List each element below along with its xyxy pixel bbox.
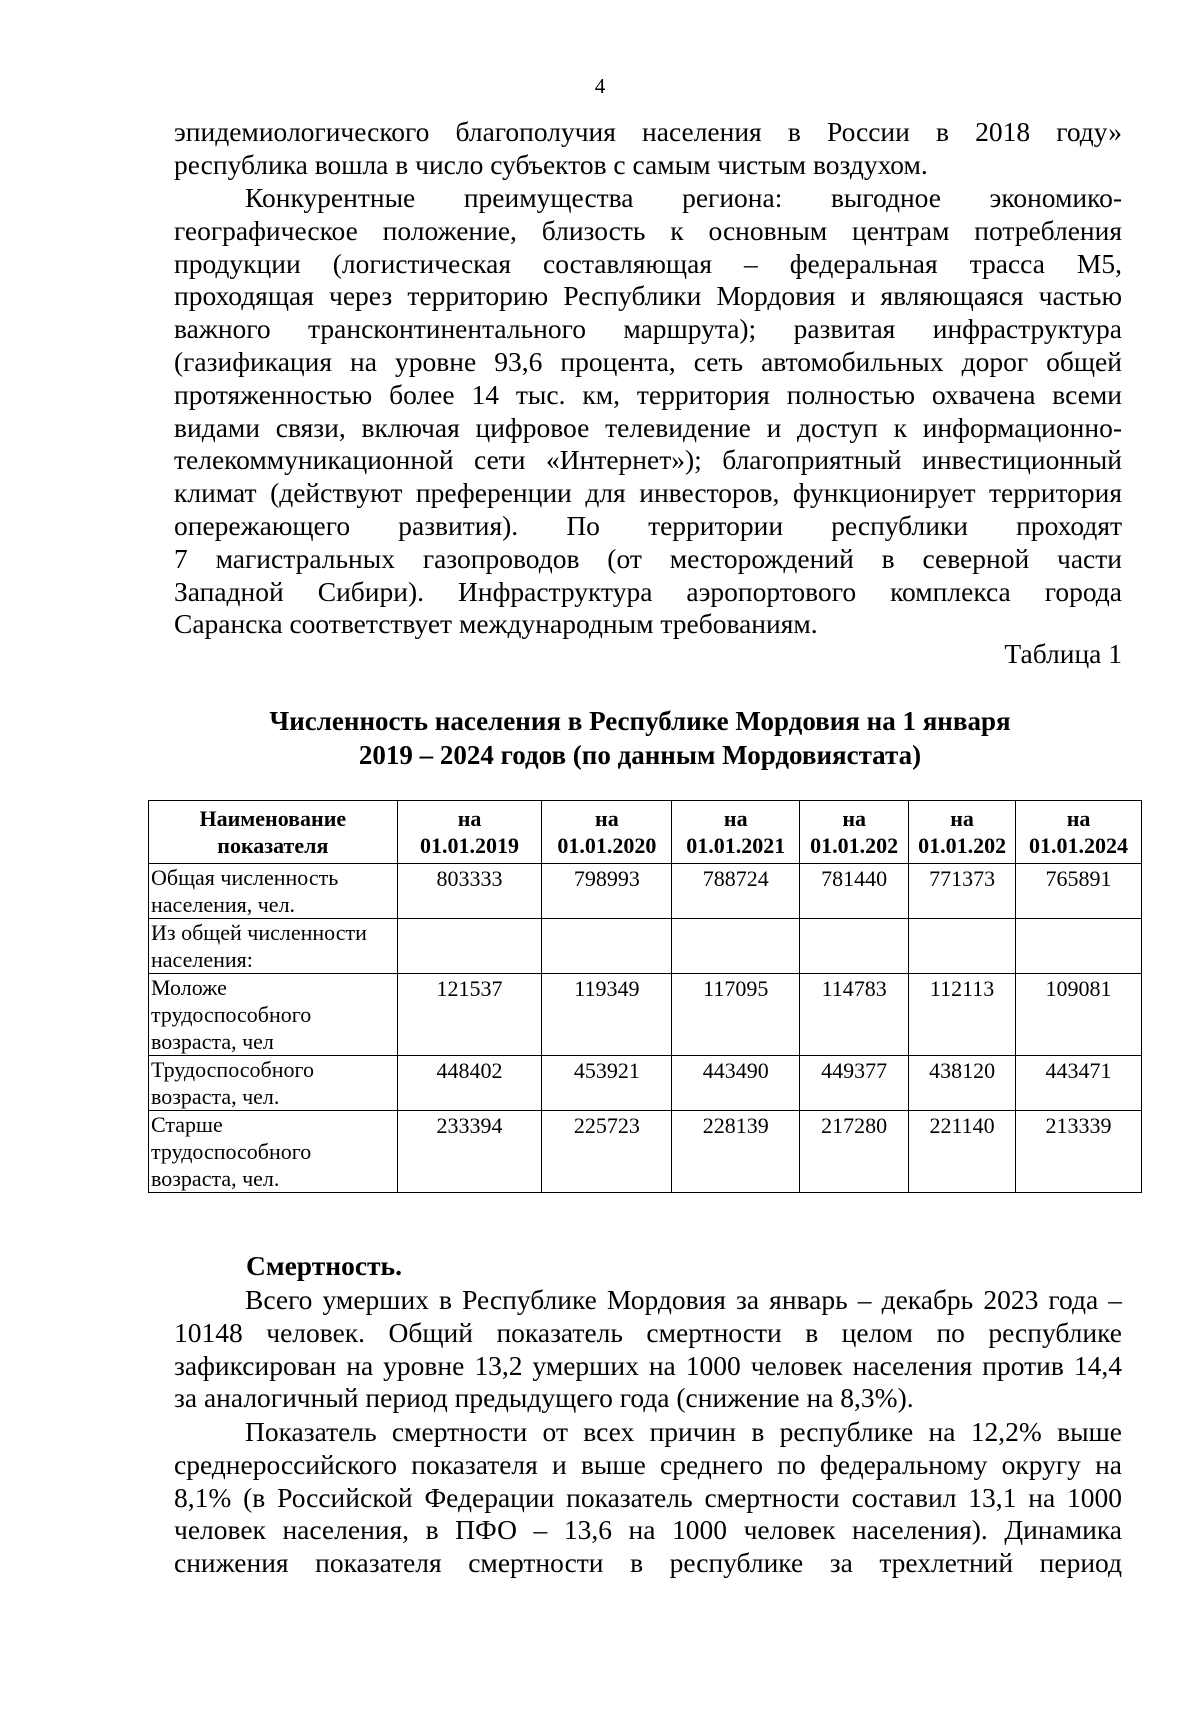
row-name-line: Старше: [151, 1112, 223, 1137]
cell-value: 114783: [800, 974, 909, 1056]
cell-value: 771373: [909, 864, 1016, 919]
table-header-row: [149, 801, 1142, 864]
cell-value: 119349: [542, 974, 672, 1056]
row-name-line: возраста, чел.: [151, 1166, 280, 1191]
header-line: на: [723, 806, 748, 831]
header-line: 01.01.2020: [557, 833, 657, 858]
row-name: [149, 974, 398, 1056]
cell-value: [542, 919, 672, 974]
header-date-2021: [672, 801, 800, 864]
text-line: опережающего развития). По территории республики проходят: [174, 509, 1122, 541]
text-line: за аналогичный период предыдущего года (снижение на 8,3%).: [174, 1382, 914, 1414]
row-name-line: трудоспособного: [151, 1139, 312, 1164]
cell-value: 228139: [672, 1111, 800, 1193]
text-line: продукции (логистическая составляющая – федеральная трасса М5,: [174, 247, 1122, 279]
text-line: протяженностью более 14 тыс. км, территория полностью охвачена всеми: [174, 378, 1122, 410]
text-line: Показатель смертности от всех причин в республике на 12,2% выше: [245, 1416, 1122, 1447]
paragraph-mortality-comparison: [174, 1416, 1122, 1580]
cell-value: 221140: [909, 1111, 1016, 1193]
table-row-total-population: [149, 864, 1142, 919]
cell-value: 121537: [397, 974, 542, 1056]
row-name-line: возраста, чел.: [151, 1084, 280, 1109]
table-row-over-working-age: [149, 1111, 1142, 1193]
cell-value: 443471: [1016, 1056, 1142, 1111]
text-line: Всего умерших в Республике Мордовия за январь – декабрь 2023 года –: [245, 1284, 1122, 1315]
header-date-2019: [397, 801, 542, 864]
cell-value: 448402: [397, 1056, 542, 1111]
table-title-line: Численность населения в Республике Мордовия на 1 января: [269, 706, 1011, 736]
header-date-2023: [909, 801, 1016, 864]
cell-value: 443490: [672, 1056, 800, 1111]
cell-value: 225723: [542, 1111, 672, 1193]
row-name: [149, 1056, 398, 1111]
text-line: среднероссийского показателя и выше среднего по федеральному округу на: [174, 1448, 1122, 1480]
cell-value: 449377: [800, 1056, 909, 1111]
row-name-line: населения:: [151, 947, 253, 972]
header-line: на: [457, 806, 482, 831]
header-line: 01.01.2024: [1029, 833, 1129, 858]
section-heading-mortality: Смертность.: [246, 1250, 402, 1281]
header-line: на: [842, 806, 867, 831]
cell-value: 109081: [1016, 974, 1142, 1056]
text-line: зафиксирован на уровне 13,2 умерших на 1000 человек населения против 14,4: [174, 1349, 1122, 1381]
row-name-line: возраста, чел: [151, 1029, 274, 1054]
cell-value: 798993: [542, 864, 672, 919]
cell-value: [397, 919, 542, 974]
text-line: 8,1% (в Российской Федерации показатель смертности составил 13,1 на 1000: [174, 1481, 1122, 1513]
paragraph-continuation: [174, 116, 1122, 182]
header-date-2024: [1016, 801, 1142, 864]
text-line: проходящая через территорию Республики Мордовия и являющаяся частью: [174, 280, 1122, 312]
page-number: 4: [594, 74, 606, 98]
row-name-line: населения, чел.: [151, 892, 296, 917]
cell-value: [1016, 919, 1142, 974]
text-line: важного трансконтинентального маршрута); развитая инфраструктура: [174, 313, 1122, 345]
header-line: 01.01.2021: [686, 833, 786, 858]
cell-value: 117095: [672, 974, 800, 1056]
header-line: 01.01.202: [918, 833, 1007, 858]
cell-value: 438120: [909, 1056, 1016, 1111]
text-line: (газификация на уровне 93,6 процента, сеть автомобильных дорог общей: [174, 345, 1122, 377]
cell-value: 233394: [397, 1111, 542, 1193]
cell-value: 112113: [909, 974, 1016, 1056]
header-line: 01.01.202: [810, 833, 899, 858]
row-name-line: Общая численность: [151, 865, 339, 890]
header-line: Наименование: [199, 806, 347, 831]
cell-value: 217280: [800, 1111, 909, 1193]
cell-value: [672, 919, 800, 974]
text-line: эпидемиологического благополучия населения в России в 2018 году»: [174, 116, 1122, 147]
text-line: телекоммуникационной сети «Интернет»); благоприятный инвестиционный: [174, 444, 1122, 476]
text-line: Конкурентные преимущества региона: выгодное экономико-: [245, 182, 1122, 213]
text-line: республика вошла в число субъектов с самым чистым воздухом.: [174, 148, 928, 180]
row-name: [149, 1111, 398, 1193]
header-line: показателя: [217, 833, 329, 858]
cell-value: 453921: [542, 1056, 672, 1111]
text-line: Западной Сибири). Инфраструктура аэропортового комплекса города: [174, 575, 1122, 607]
header-line: на: [950, 806, 974, 831]
text-line: снижения показателя смертности в республике за трехлетний период: [174, 1547, 1122, 1579]
table-row-under-working-age: [149, 974, 1142, 1056]
header-date-2020: [542, 801, 672, 864]
text-line: 10148 человек. Общий показатель смертности в целом по республике: [174, 1316, 1122, 1348]
header-line: 01.01.2019: [420, 833, 520, 858]
cell-value: 213339: [1016, 1111, 1142, 1193]
row-name-line: Из общей численности: [151, 920, 367, 945]
table-row-working-age: [149, 1056, 1142, 1111]
table-title-line: 2019 – 2024 годов (по данным Мордовиястата): [358, 740, 922, 770]
paragraph-competitive-advantages: [174, 182, 1122, 641]
text-line: 7 магистральных газопроводов (от месторождений в северной части: [174, 542, 1122, 574]
row-name-line: Моложе: [151, 975, 227, 1000]
header-line: на: [1066, 806, 1091, 831]
table-title: [200, 704, 1080, 772]
text-line: видами связи, включая цифровое телевидение и доступ к информационно-: [174, 411, 1122, 443]
text-line: географическое положение, близость к основным центрам потребления: [174, 214, 1122, 246]
table-label: Таблица 1: [1004, 638, 1122, 669]
text-line: Саранска соответствует международным требованиям.: [174, 608, 818, 640]
header-line: на: [595, 806, 619, 831]
row-name: [149, 919, 398, 974]
cell-value: 781440: [800, 864, 909, 919]
cell-value: [800, 919, 909, 974]
paragraph-deaths-total: [174, 1284, 1122, 1415]
row-name-line: Трудоспособного: [151, 1057, 314, 1082]
population-table: [148, 800, 1142, 1193]
text-line: человек населения, в ПФО – 13,6 на 1000 человек населения). Динамика: [174, 1514, 1122, 1546]
cell-value: 788724: [672, 864, 800, 919]
table-row-of-total: [149, 919, 1142, 974]
row-name-line: трудоспособного: [151, 1002, 312, 1027]
header-indicator-name: [149, 801, 398, 864]
header-date-2022: [800, 801, 909, 864]
row-name: [149, 864, 398, 919]
text-line: климат (действуют преференции для инвесторов, функционирует территория: [174, 477, 1122, 509]
cell-value: 803333: [397, 864, 542, 919]
cell-value: 765891: [1016, 864, 1142, 919]
cell-value: [909, 919, 1016, 974]
